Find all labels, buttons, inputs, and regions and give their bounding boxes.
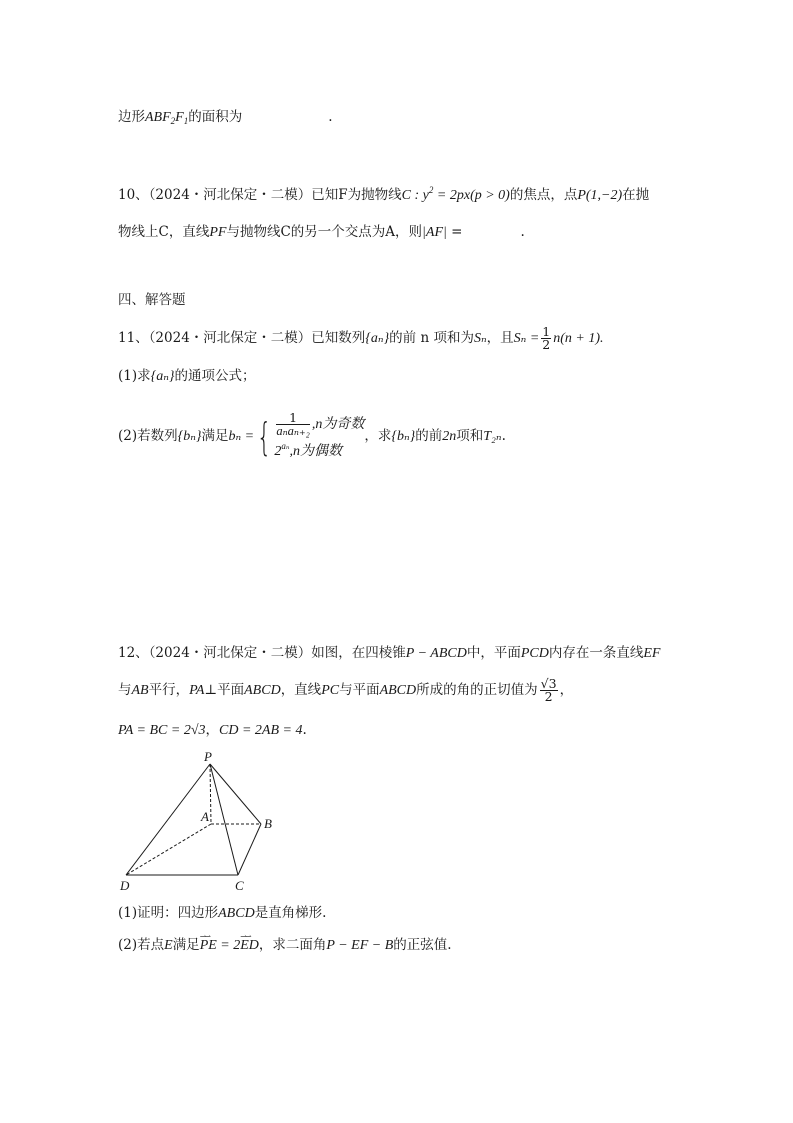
q11-t2n: T₂ₙ — [483, 429, 502, 444]
edge-cb — [238, 824, 261, 875]
q10-eq: = — [446, 224, 463, 240]
q12-p2-angle: P − EF − B — [326, 938, 394, 953]
q12-line3-end: . — [302, 722, 307, 738]
q12-pc: PC — [321, 683, 340, 698]
q12-p2-e: E — [164, 938, 173, 953]
q12-vec-pe: ⇀⇀ PE — [200, 936, 217, 956]
q11-fraction: $\frac{1}{2}$ — [542, 324, 551, 352]
q11-piecewise: 1 aₙaₙ₊₂ ,n为奇数 $2^{a_n},n$为偶数 — [274, 410, 365, 459]
q12-abcd: ABCD — [244, 683, 281, 698]
q12-p2-mid2: ，求二面角 — [258, 937, 327, 953]
q11-p2-2n: 2n — [442, 429, 457, 444]
q11-sn-eq: Sₙ = — [513, 331, 540, 346]
label-c: C — [235, 878, 244, 893]
q10-text-d: 物线上C，直线 — [118, 224, 210, 240]
q11-p2-seq2: {bₙ} — [391, 429, 416, 444]
q11-source: （2024・河北保定・二模） — [148, 330, 312, 346]
q10-text-a: 已知F为抛物线 — [311, 187, 402, 203]
q12-p1-end: 是直角梯形. — [254, 905, 327, 921]
pyramid-figure — [110, 748, 290, 896]
q12-tan-fraction: $\frac{√3}{2}$ — [540, 676, 557, 704]
q12-text-a: 如图，在四棱锥 — [311, 645, 406, 661]
q12-eq2: CD = 2AB = 4 — [219, 723, 303, 738]
q12-line2 — [118, 678, 573, 703]
q11-p2-seq: {bₙ} — [177, 429, 202, 444]
q10-text-e: 与抛物线C的另一个交点为A，则 — [226, 224, 423, 240]
q11-part2 — [118, 412, 506, 461]
q12-text-e: 平行， — [148, 682, 190, 698]
q9-text: 边形 — [118, 109, 145, 125]
q11-p1-label: (1)求 — [118, 368, 151, 384]
q12-text-d: 与 — [118, 682, 132, 698]
edge-ad — [126, 824, 211, 875]
q10-curve: C : $y^2 = 2px(p > 0)$ — [401, 185, 510, 203]
q12-p1-label: (1)证明：四边形 — [118, 905, 219, 921]
label-a: A — [201, 809, 209, 824]
q12-sep: ， — [205, 722, 220, 738]
q12-p2-end: 的正弦值. — [393, 937, 452, 953]
q11-p2-end: . — [501, 428, 506, 444]
q9-tail-line — [118, 107, 333, 131]
q11-text-a: 已知数列 — [311, 330, 366, 346]
q10-line2 — [118, 222, 525, 243]
q11-brace: { — [256, 414, 272, 459]
q10-abs-af: |AF| — [422, 225, 447, 240]
edge-pa — [210, 764, 211, 824]
q12-p2-eq: = 2 — [216, 938, 241, 953]
q10-point: P(1,−2) — [577, 188, 623, 203]
q12-p2-label: (2)若点 — [118, 937, 165, 953]
q11-line1 — [118, 326, 604, 351]
q11-number: 11、 — [118, 330, 149, 346]
q11-bn: bₙ = — [228, 429, 255, 444]
q12-text-c: 内存在一条直线 — [548, 645, 644, 661]
q11-p2-tail2: 的前 — [415, 428, 443, 444]
label-p: P — [204, 749, 212, 764]
q12-ab: AB — [131, 683, 149, 698]
q9-end: . — [328, 109, 333, 125]
q11-text-c: ，且 — [486, 330, 514, 346]
label-d: D — [120, 878, 130, 893]
q10-source: （2024・河北保定・二模） — [148, 187, 312, 203]
q11-p1-end: 的通项公式； — [174, 368, 256, 384]
q11-p1-seq: {aₙ} — [150, 369, 175, 384]
q11-sn-rhs: n(n + 1). — [553, 331, 604, 346]
q10-text-c: 在抛 — [622, 187, 650, 203]
q12-p2-mid: 满足 — [172, 937, 200, 953]
q12-line3 — [118, 720, 307, 741]
q12-abcd2: ABCD — [379, 683, 417, 698]
q11-p2-tail3: 项和 — [456, 428, 484, 444]
q12-text-f: ⊥平面 — [204, 682, 245, 698]
q12-line1 — [118, 643, 660, 664]
edge-pd — [126, 764, 210, 875]
label-b: B — [264, 816, 272, 831]
q9-math: $ABF_2F_1$ — [145, 110, 189, 126]
q11-p2-tail: ，求 — [364, 428, 392, 444]
q10-number: 10、 — [118, 187, 149, 203]
q9-text2: 的面积为 — [188, 109, 243, 125]
q11-seq: {aₙ} — [365, 331, 390, 346]
q12-pyramid: P − ABCD — [405, 646, 467, 661]
q12-plane: PCD — [520, 646, 549, 661]
q12-ef: EF — [643, 646, 661, 661]
q10-text-b: 的焦点，点 — [509, 187, 578, 203]
q12-text-h: 与平面 — [339, 682, 380, 698]
q11-p2-mid: 满足 — [201, 428, 229, 444]
q11-part1 — [118, 366, 256, 387]
q10-line1 — [118, 180, 649, 206]
q10-end: . — [520, 224, 525, 240]
q12-text-b: 中，平面 — [466, 645, 521, 661]
section-heading: 四、解答题 — [118, 292, 186, 308]
q12-part1 — [118, 903, 326, 924]
q10-line-pf: PF — [209, 225, 227, 240]
q12-text-g: ，直线 — [280, 682, 322, 698]
q12-text-i: 所成的角的正切值为 — [416, 682, 538, 698]
q11-p2-label: (2)若数列 — [118, 428, 178, 444]
q12-text-j: ， — [559, 682, 574, 698]
q12-p1-abcd: ABCD — [218, 906, 255, 921]
q11-text-b: 的前 n 项和为 — [389, 330, 474, 346]
q12-eq1: PA = BC = 2√3 — [118, 723, 206, 738]
q11-sn: Sₙ — [473, 331, 487, 346]
q12-vec-ed: ⇀⇀ ED — [240, 936, 259, 956]
q12-number: 12、 — [118, 645, 149, 661]
q12-part2 — [118, 935, 452, 956]
q12-source: （2024・河北保定・二模） — [148, 645, 312, 661]
q12-pa: PA — [189, 683, 205, 698]
